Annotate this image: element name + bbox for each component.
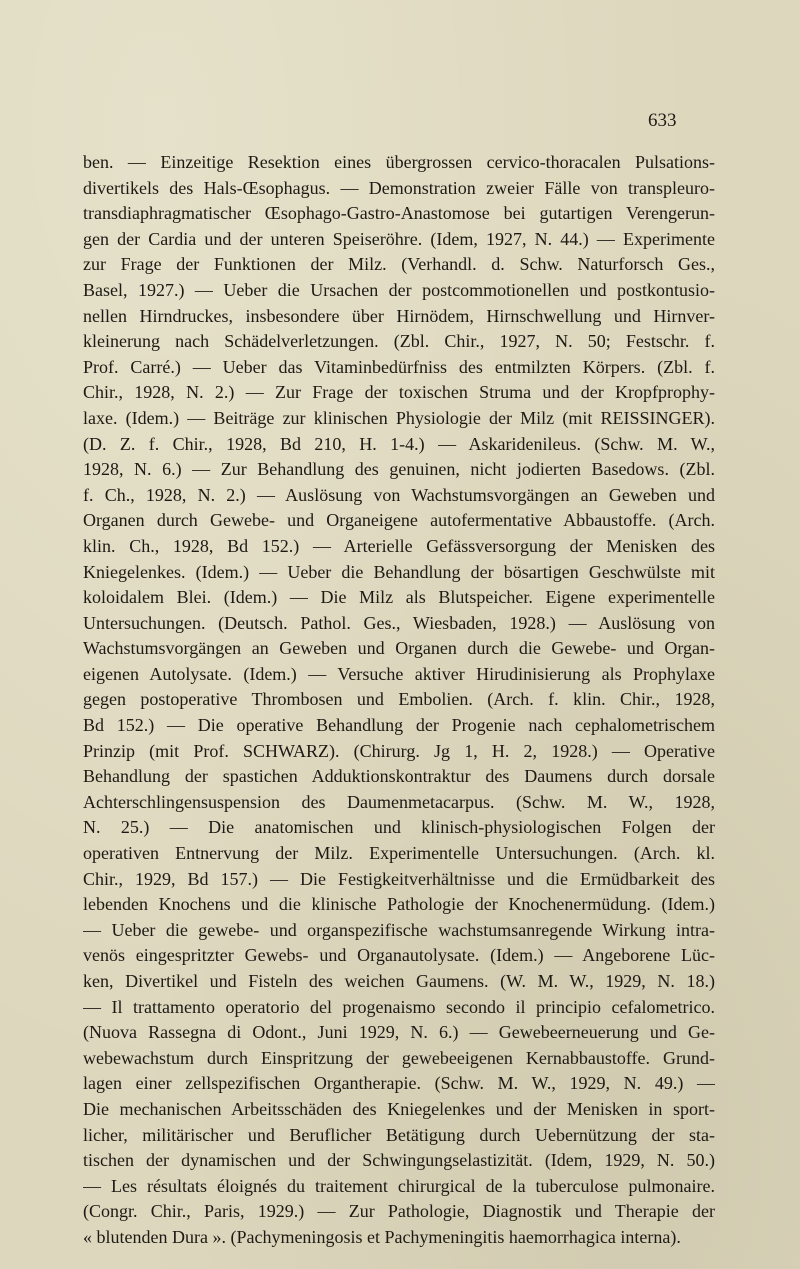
text-line: eigenen Autolysate. (Idem.) — Versuche aktiver Hirudinisierung als Prophylaxe — [83, 663, 715, 684]
body-text — [83, 150, 715, 1251]
text-line: — Les résultats éloignés du traitement chirurgical de la tuberculose pulmonaire. — [83, 1175, 715, 1196]
text-line: Die mechanischen Arbeitsschäden des Kniegelenkes und der Menisken in sport- — [83, 1098, 715, 1119]
text-line: Basel, 1927.) — Ueber die Ursachen der postcommotionellen und postkontusio- — [83, 279, 715, 300]
text-line: Achterschlingensuspension des Daumenmetacarpus. (Schw. M. W., 1928, — [83, 791, 715, 812]
text-line: Behandlung der spastichen Adduktionskontraktur des Daumens durch dorsale — [83, 766, 715, 787]
text-line: ben. — Einzeitige Resektion eines übergrossen cervico-thoracalen Pulsations- — [83, 152, 715, 172]
text-line: Prof. Carré.) — Ueber das Vitaminbedürfniss des entmilzten Körpers. (Zbl. f. — [83, 356, 715, 377]
text-line: gegen postoperative Thrombosen und Embolien. (Arch. f. klin. Chir., 1928, — [83, 689, 715, 710]
text-line: zur Frage der Funktionen der Milz. (Verhandl. d. Schw. Naturforsch Ges., — [83, 254, 715, 275]
text-line: Untersuchungen. (Deutsch. Pathol. Ges., Wiesbaden, 1928.) — Auslösung von — [83, 612, 715, 633]
text-line: venös eingespritzter Gewebs- und Organautolysate. (Idem.) — Angeborene Lüc- — [83, 945, 715, 966]
text-line: lebenden Knochens und die klinische Pathologie der Knochenermüdung. (Idem.) — [83, 894, 715, 915]
text-line: f. Ch., 1928, N. 2.) — Auslösung von Wachstumsvorgängen an Geweben und — [83, 484, 715, 505]
text-line: gen der Cardia und der unteren Speiseröhre. (Idem, 1927, N. 44.) — Experimente — [83, 228, 715, 249]
page-number: 633 — [648, 110, 677, 131]
text-line: lagen einer zellspezifischen Organtherapie. (Schw. M. W., 1929, N. 49.) — — [83, 1073, 715, 1094]
text-line: (D. Z. f. Chir., 1928, Bd 210, H. 1-4.) — Askaridenileus. (Schw. M. W., — [83, 433, 715, 454]
text-line: Bd 152.) — Die operative Behandlung der Progenie nach cephalometrischem — [83, 715, 715, 736]
text-line: — Il trattamento operatorio del progenaismo secondo il principio cefalometrico. — [83, 996, 715, 1017]
text-line: (Congr. Chir., Paris, 1929.) — Zur Pathologie, Diagnostik und Therapie der — [83, 1201, 715, 1222]
text-line: transdiaphragmatischer Œsophago-Gastro-Anastomose bei gutartigen Verengerun- — [83, 203, 715, 224]
text-line: Kniegelenkes. (Idem.) — Ueber die Behandlung der bösartigen Geschwülste mit — [83, 561, 715, 582]
text-line: « blutenden Dura ». (Pachymeningosis et Pachymeningitis haemorrhagica interna). — [83, 1226, 681, 1247]
text-line: N. 25.) — Die anatomischen und klinisch-physiologischen Folgen der — [83, 817, 715, 838]
text-line: klin. Ch., 1928, Bd 152.) — Arterielle Gefässversorgung der Menisken des — [83, 535, 715, 556]
text-line: ken, Divertikel und Fisteln des weichen Gaumens. (W. M. W., 1929, N. 18.) — [83, 971, 715, 991]
text-line: nellen Hirndruckes, insbesondere über Hirnödem, Hirnschwellung und Hirnver- — [83, 305, 715, 326]
text-line: Organen durch Gewebe- und Organeigene autofermentative Abbaustoffe. (Arch. — [83, 510, 715, 531]
text-line: Chir., 1928, N. 2.) — Zur Frage der toxischen Struma und der Kropfprophy- — [83, 382, 715, 403]
text-line: operativen Entnervung der Milz. Experimentelle Untersuchungen. (Arch. kl. — [83, 843, 715, 864]
text-line: divertikels des Hals-Œsophagus. — Demonstration zweier Fälle von transpleuro- — [83, 177, 715, 198]
text-line: Wachstumsvorgängen an Geweben und Organen durch die Gewebe- und Organ- — [83, 638, 715, 659]
text-line: (Nuova Rassegna di Odont., Juni 1929, N. 6.) — Gewebeerneuerung und Ge- — [83, 1022, 715, 1043]
text-line: Prinzip (mit Prof. SCHWARZ). (Chirurg. Jg 1, H. 2, 1928.) — Operative — [83, 740, 715, 761]
text-line: — Ueber die gewebe- und organspezifische wachstumsanregende Wirkung intra- — [83, 919, 715, 940]
text-line: licher, militärischer und Beruflicher Betätigung durch Uebernützung der sta- — [83, 1124, 715, 1145]
text-line: laxe. (Idem.) — Beiträge zur klinischen Physiologie der Milz (mit REISSINGER). — [83, 407, 715, 428]
text-line: 1928, N. 6.) — Zur Behandlung des genuinen, nicht jodierten Basedows. (Zbl. — [83, 459, 715, 480]
text-line: kleinerung nach Schädelverletzungen. (Zbl. Chir., 1927, N. 50; Festschr. f. — [83, 331, 715, 352]
text-line: koloidalem Blei. (Idem.) — Die Milz als Blutspeicher. Eigene experimentelle — [83, 587, 715, 608]
text-line: webewachstum durch Einspritzung der gewebeeigenen Kernabbaustoffe. Grund- — [83, 1047, 715, 1068]
text-line: tischen der dynamischen und der Schwingungselastizität. (Idem, 1929, N. 50.) — [83, 1150, 715, 1171]
text-line: Chir., 1929, Bd 157.) — Die Festigkeitverhältnisse und die Ermüdbarkeit des — [83, 868, 715, 889]
